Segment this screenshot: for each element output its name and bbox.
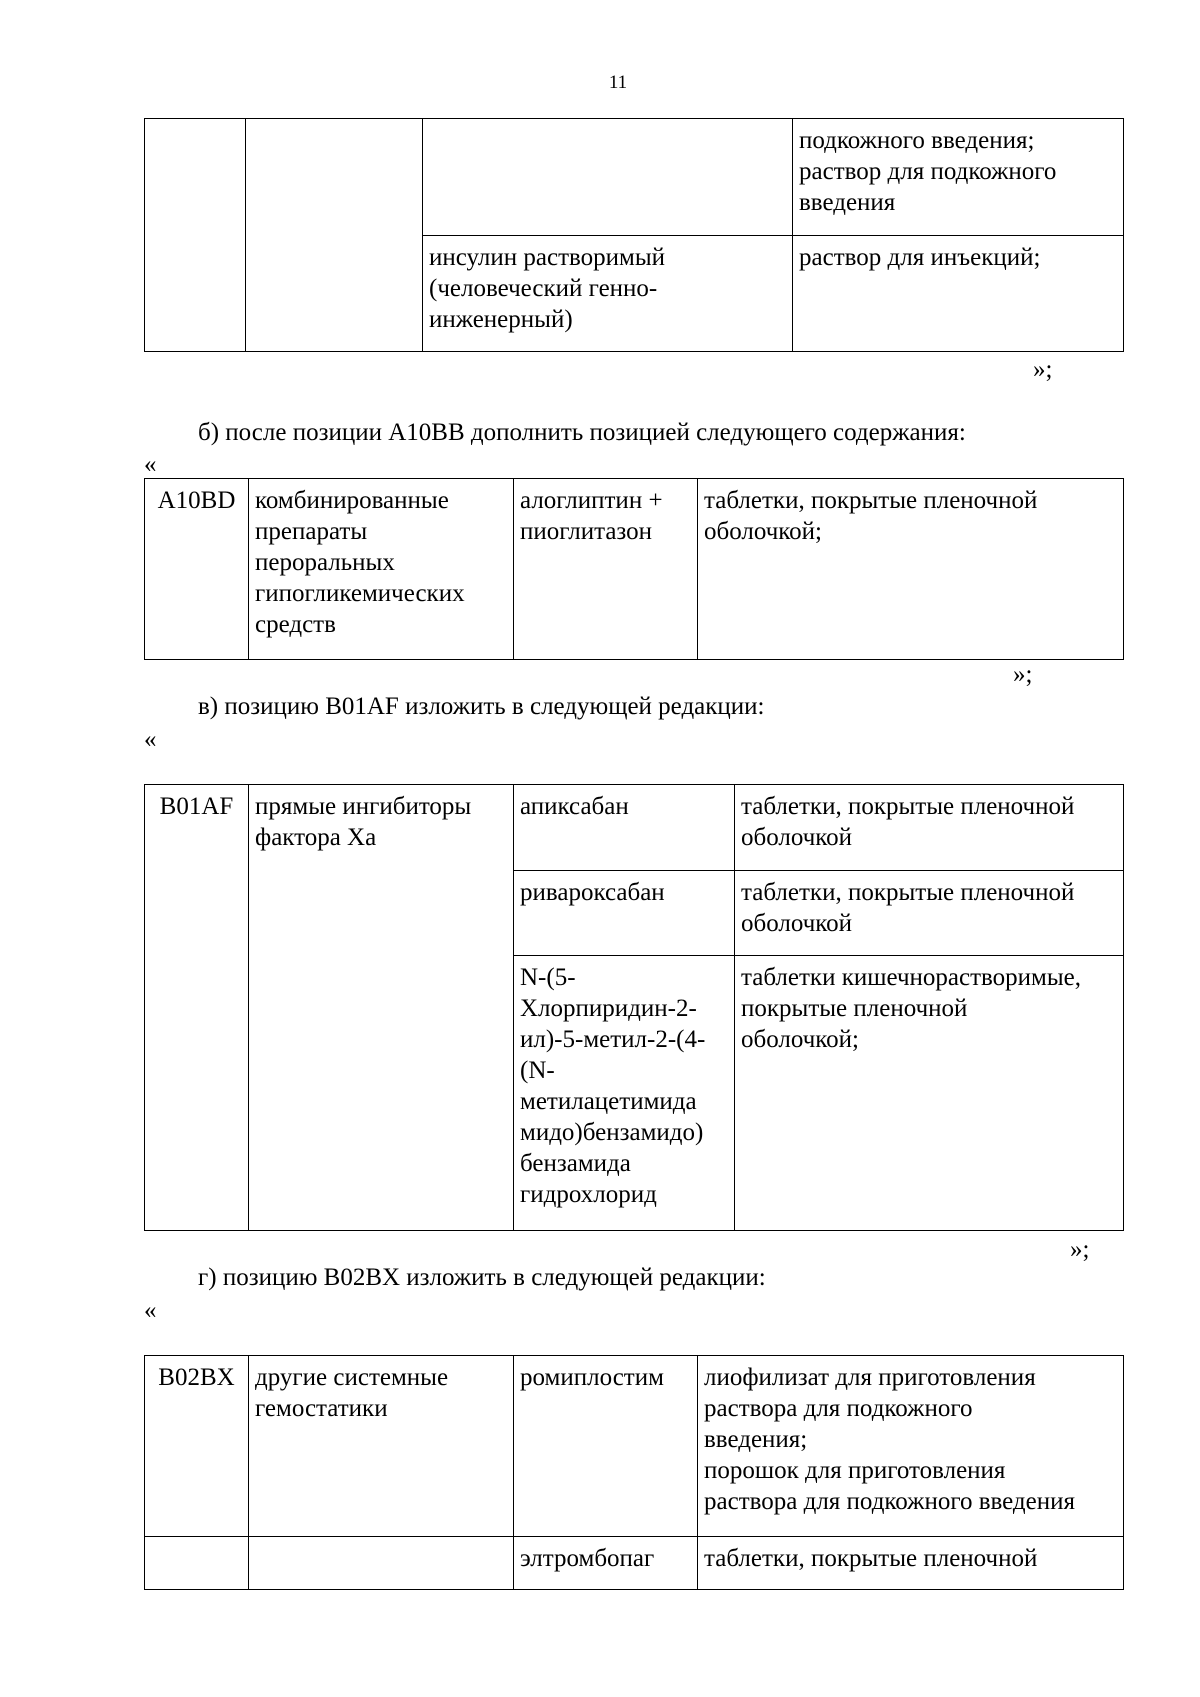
code-cell [145, 785, 249, 1231]
cell-text: раствора для подкожного [704, 1395, 973, 1422]
cell-text: средств [255, 611, 336, 638]
table-cell [514, 785, 735, 871]
table-cell [698, 479, 1124, 660]
table-cell [698, 1356, 1124, 1537]
cell-text: апиксабан [520, 793, 629, 820]
table-b01af [144, 784, 1124, 1231]
cell-text: таблетки, покрытые пленочной [741, 793, 1075, 820]
table-row [145, 1356, 1124, 1537]
table-cell [514, 956, 735, 1231]
cell-text: элтромбопаг [520, 1545, 655, 1572]
paragraph-g: г) позицию B02BX изложить в следующей редакции: [198, 1264, 766, 1291]
cell-text: покрытые пленочной [741, 995, 968, 1022]
cell-text: введения; [704, 1426, 808, 1453]
cell-text: инженерный) [429, 306, 573, 333]
table-cell [514, 871, 735, 956]
cell-text: раствор для инъекций; [799, 244, 1041, 271]
cell-text: препараты [255, 518, 368, 545]
table-cell [514, 1356, 698, 1537]
code-cell [145, 479, 249, 660]
cell-text: бензамида [520, 1150, 631, 1177]
cell-text: алоглиптин + [520, 487, 663, 514]
table-continuation [144, 118, 1124, 352]
table-cell [249, 1537, 514, 1590]
cell-text: таблетки кишечнорастворимые, [741, 964, 1081, 991]
cell-text: лиофилизат для приготовления [704, 1364, 1036, 1391]
table-b02bx [144, 1355, 1124, 1590]
cell-text: (человеческий генно- [429, 275, 658, 302]
table-row [145, 785, 1124, 871]
cell-text: таблетки, покрытые пленочной [704, 1545, 1038, 1572]
atc-code: A10BD [157, 487, 236, 514]
table-cell [514, 479, 698, 660]
cell-text: гипогликемических [255, 580, 465, 607]
cell-text: метилацетимида [520, 1088, 697, 1115]
cell-text: фактора Xa [255, 824, 377, 851]
cell-text: таблетки, покрытые пленочной [704, 487, 1038, 514]
table-cell [249, 1356, 514, 1537]
closing-quote: »; [1033, 356, 1053, 383]
cell-text: пиоглитазон [520, 518, 653, 545]
table-cell [249, 479, 514, 660]
code-cell [145, 1356, 249, 1537]
paragraph-b: б) после позиции A10BB дополнить позицией следующего содержания: [198, 419, 966, 446]
atc-code: B01AF [159, 793, 234, 820]
cell-text: другие системные [255, 1364, 449, 1391]
cell-text: порошок для приготовления [704, 1457, 1006, 1484]
cell-text: комбинированные [255, 487, 449, 514]
cell-text: раствор для подкожного [799, 158, 1057, 185]
table-cell [249, 785, 514, 1231]
cell-text: ромиплостим [520, 1364, 664, 1391]
cell-text: пероральных [255, 549, 395, 576]
table-cell [423, 236, 793, 352]
table-row [145, 119, 1124, 236]
cell-text: таблетки, покрытые пленочной [741, 879, 1075, 906]
table-cell [145, 119, 246, 352]
table-cell [698, 1537, 1124, 1590]
opening-quote: « [144, 1297, 157, 1324]
closing-quote: »; [1070, 1236, 1090, 1263]
opening-quote: « [144, 726, 157, 753]
table-cell [735, 871, 1124, 956]
table-cell [423, 119, 793, 236]
table-cell [735, 956, 1124, 1231]
cell-text: оболочкой [741, 824, 853, 851]
cell-text: (N- [520, 1057, 555, 1084]
closing-quote: »; [1013, 661, 1033, 688]
cell-text: подкожного введения; [799, 127, 1035, 154]
cell-text: ил)-5-метил-2-(4- [520, 1026, 706, 1053]
table-row [145, 1537, 1124, 1590]
cell-text: ривароксабан [520, 879, 665, 906]
table-row [145, 479, 1124, 660]
atc-code: B02BX [158, 1364, 235, 1391]
cell-text: введения [799, 189, 896, 216]
table-a10bd [144, 478, 1124, 660]
cell-text: гидрохлорид [520, 1181, 657, 1208]
cell-text: оболочкой; [704, 518, 822, 545]
opening-quote: « [144, 451, 157, 478]
cell-text: гемостатики [255, 1395, 388, 1422]
table-cell [735, 785, 1124, 871]
cell-text: инсулин растворимый [429, 244, 666, 271]
page-number: 11 [608, 72, 628, 93]
table-cell [514, 1537, 698, 1590]
paragraph-v: в) позицию B01AF изложить в следующей редакции: [198, 693, 765, 720]
cell-text: раствора для подкожного введения [704, 1488, 1076, 1515]
cell-text: Хлорпиридин-2- [520, 995, 697, 1022]
table-cell [793, 236, 1124, 352]
cell-text: мидо)бензамидо) [520, 1119, 704, 1146]
cell-text: N-(5- [520, 964, 576, 991]
table-cell [793, 119, 1124, 236]
cell-text: оболочкой [741, 910, 853, 937]
cell-text: прямые ингибиторы [255, 793, 472, 820]
cell-text: оболочкой; [741, 1026, 859, 1053]
table-cell [246, 119, 423, 352]
table-cell [145, 1537, 249, 1590]
